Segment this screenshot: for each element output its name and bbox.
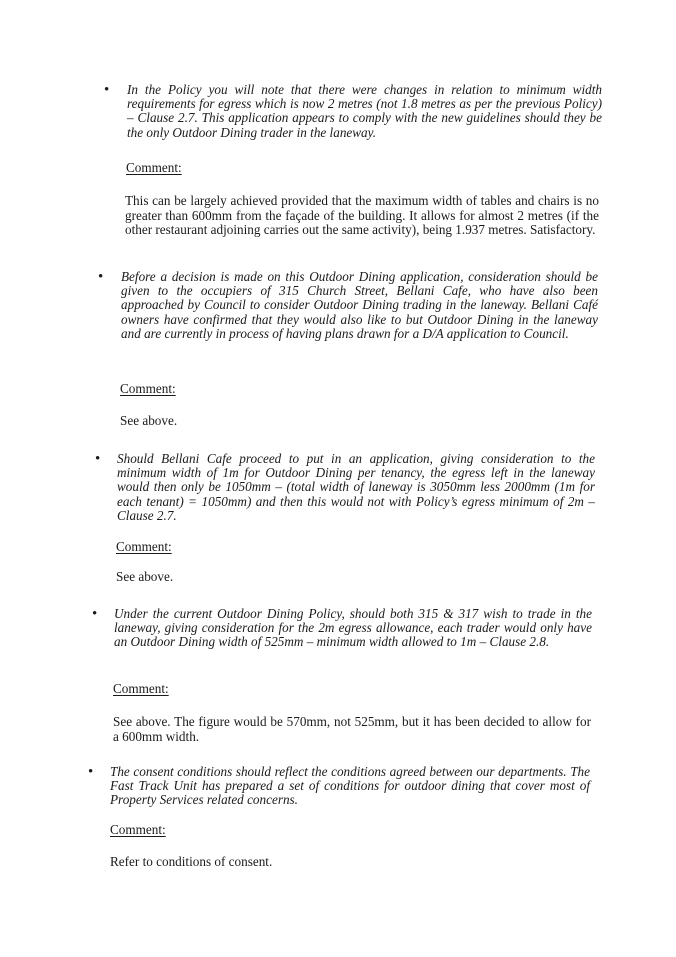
- question-text: Under the current Outdoor Dining Policy, should both 315 & 317 wish to trade in the laneway, giving consideration for the 2m egress allowance, each trader would only have an Outdoor Dining width of 525mm – minimum width allowed to 1m – Clause 2.8.: [114, 606, 592, 650]
- comment-label: Comment:: [110, 822, 166, 837]
- bullet: •: [95, 451, 101, 467]
- list-item: [92, 607, 592, 650]
- comment-text: See above.: [116, 569, 174, 584]
- question-text: Before a decision is made on this Outdoor Dining application, consideration should be given to the occupiers of 315 Church Street, Bellani Cafe, who have also been approached by Council to consider Outdoor Dining trading in the laneway. Bellani Café owners have confirmed that they would also like to but Outdoor Dining in the laneway and are currently in process of having plans drawn for a D/A application to Council.: [121, 269, 598, 341]
- list-item: [98, 270, 598, 341]
- comment-text: This can be largely achieved provided that the maximum width of tables and chairs is no greater than 600mm from the façade of the building. It allows for almost 2 metres (if the other restaurant adjoining carries out the same activity), being 1.937 metres. Satisfactory.: [125, 193, 599, 237]
- comment-text: See above.: [120, 413, 178, 428]
- bullet: •: [92, 606, 98, 622]
- comment-label: Comment:: [113, 681, 169, 696]
- comment-text: Refer to conditions of consent.: [110, 854, 273, 869]
- list-item: [104, 83, 602, 140]
- comment-label: Comment:: [120, 381, 176, 396]
- bullet: •: [98, 269, 104, 285]
- question-text: In the Policy you will note that there were changes in relation to minimum width requirements for egress which is now 2 metres (not 1.8 metres as per the previous Policy) – Clause 2.7. This application appears to comply with the new guidelines should they be the only Outdoor Dining trader in the laneway.: [127, 82, 602, 140]
- list-item: [88, 765, 590, 808]
- bullet: •: [88, 764, 94, 780]
- question-text: The consent conditions should reflect the conditions agreed between our departments. The Fast Track Unit has prepared a set of conditions for outdoor dining that cover most of Property Services related concerns.: [110, 764, 590, 808]
- comment-text: See above. The figure would be 570mm, not 525mm, but it has been decided to allow for a 600mm width.: [113, 714, 591, 744]
- comment-label: Comment:: [116, 539, 172, 554]
- question-text: Should Bellani Cafe proceed to put in an application, giving consideration to the minimum width of 1m for Outdoor Dining per tenancy, the egress left in the laneway would then only be 1050mm – (total width of laneway is 3050mm less 2000mm (1m for each tenant) = 1050mm) and then this would not with Policy’s egress minimum of 2m – Clause 2.7.: [117, 451, 595, 523]
- list-item: [95, 452, 595, 523]
- bullet: •: [104, 82, 110, 98]
- comment-label: Comment:: [126, 160, 182, 175]
